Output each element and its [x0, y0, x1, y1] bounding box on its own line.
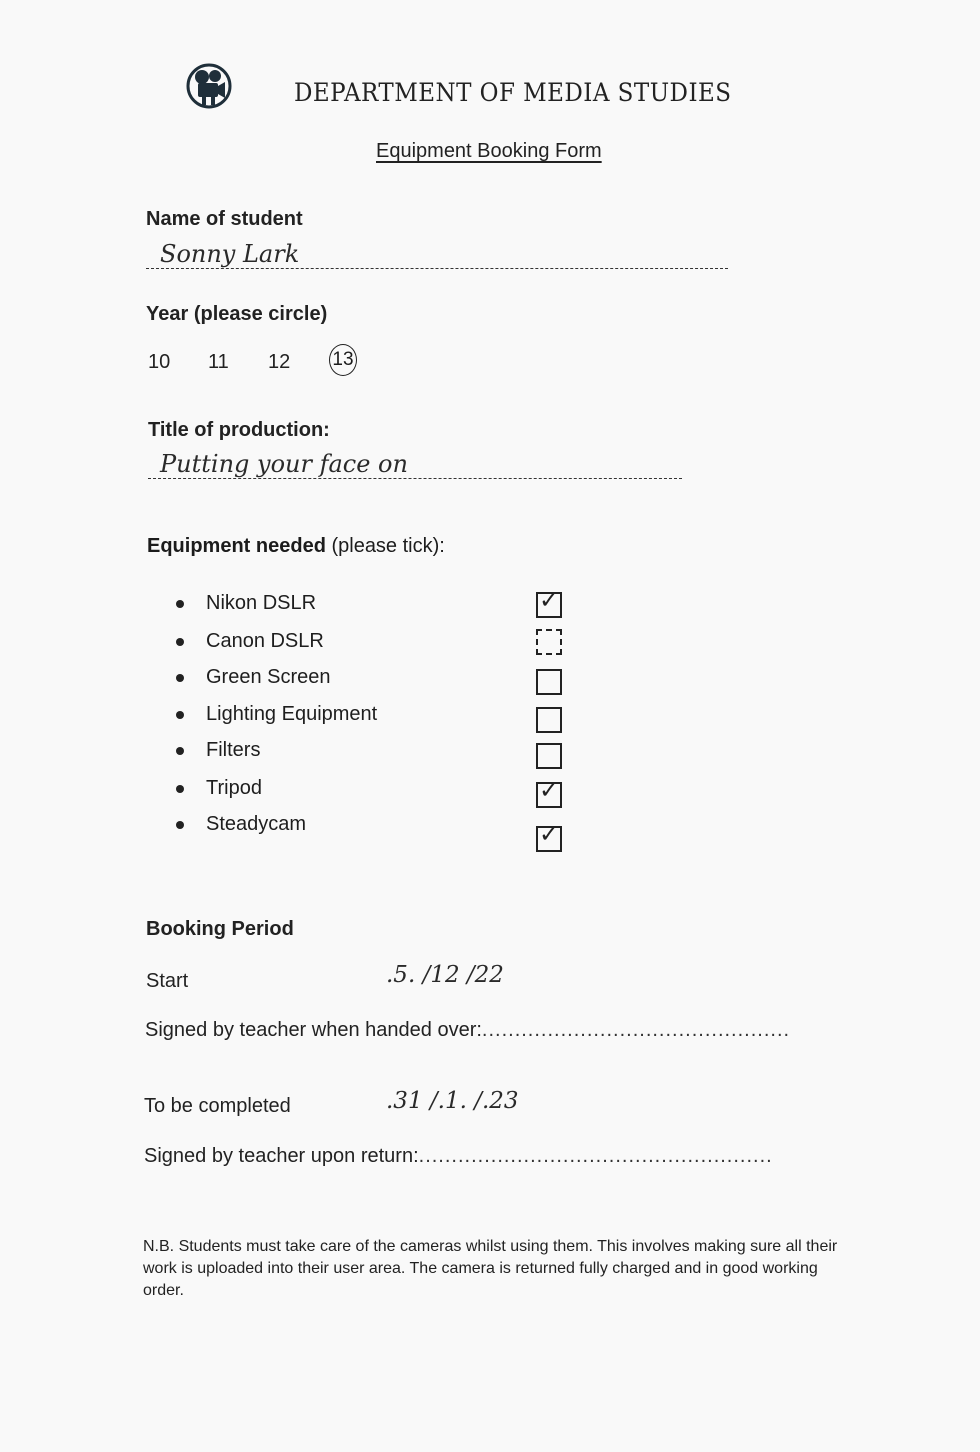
- checkmark-icon: ✓: [539, 777, 560, 804]
- student-name-value[interactable]: Sonny Lark: [160, 240, 300, 268]
- equipment-item-lighting: [176, 703, 377, 726]
- equipment-heading-bold: Equipment needed: [147, 535, 326, 557]
- equipment-item-label: Green Screen: [206, 666, 331, 688]
- production-title-line: [148, 478, 682, 479]
- student-name-label: Name of student: [146, 208, 303, 230]
- production-title-label: Title of production:: [148, 419, 330, 441]
- start-date-value[interactable]: .5. /12 /22: [386, 962, 504, 988]
- year-option-12[interactable]: 12: [268, 351, 291, 373]
- bullet-icon: [176, 747, 184, 755]
- nb-note: N.B. Students must take care of the cameras whilst using them. This involves making sure all their work is uploaded into their user area. The camera is returned fully charged and in good working order.: [143, 1238, 838, 1299]
- equipment-item-canon-dslr: [176, 630, 324, 653]
- year-label: Year (please circle): [146, 303, 328, 325]
- checkmark-icon: ✓: [539, 821, 560, 848]
- checkbox-steadycam[interactable]: [536, 821, 562, 852]
- bullet-icon: [176, 638, 184, 646]
- equipment-item-filters: [176, 739, 260, 762]
- checkbox-canon-dslr[interactable]: [536, 629, 562, 655]
- equipment-item-tripod: [176, 777, 262, 800]
- bullet-icon: [176, 821, 184, 829]
- bullet-icon: [176, 785, 184, 793]
- equipment-heading: [147, 535, 445, 558]
- equipment-item-green-screen: [176, 666, 331, 689]
- completed-date-value[interactable]: .31 /.1. /.23: [386, 1088, 519, 1114]
- year-option-11[interactable]: 11: [208, 351, 229, 373]
- equipment-item-label: Nikon DSLR: [206, 592, 317, 614]
- equipment-item-label: Lighting Equipment: [206, 703, 378, 725]
- checkbox-lighting[interactable]: [536, 707, 562, 733]
- booking-period-heading: Booking Period: [146, 918, 294, 940]
- checkmark-icon: ✓: [539, 587, 560, 614]
- department-title: DEPARTMENT OF MEDIA STUDIES: [294, 78, 732, 107]
- start-label: Start: [146, 970, 189, 992]
- checkbox-filters[interactable]: [536, 743, 562, 769]
- checkbox-green-screen[interactable]: [536, 669, 562, 695]
- bullet-icon: [176, 711, 184, 719]
- equipment-heading-rest: (please tick):: [325, 535, 445, 557]
- bullet-icon: [176, 674, 184, 682]
- equipment-item-steadycam: [176, 813, 306, 836]
- equipment-item-label: Filters: [206, 739, 261, 761]
- production-title-value[interactable]: Putting your face on: [160, 450, 408, 478]
- equipment-item-label: Canon DSLR: [206, 630, 324, 652]
- equipment-item-label: Tripod: [206, 777, 262, 799]
- signed-return-field[interactable]: ......................................................: [418, 1145, 773, 1167]
- form-title: Equipment Booking Form: [376, 140, 602, 162]
- student-name-line: [146, 268, 728, 269]
- bullet-icon: [176, 600, 184, 608]
- checkbox-tripod[interactable]: [536, 777, 562, 808]
- equipment-item-nikon-dslr: [176, 592, 316, 615]
- year-option-13-circled[interactable]: 13: [329, 344, 357, 376]
- signed-handed-over-label: Signed by teacher when handed over:: [145, 1019, 482, 1041]
- checkbox-nikon-dslr[interactable]: [536, 587, 562, 618]
- film-camera-logo-icon: [185, 62, 233, 110]
- signed-handed-over: [145, 1019, 790, 1042]
- year-option-10[interactable]: 10: [148, 351, 171, 373]
- equipment-item-label: Steadycam: [206, 813, 307, 835]
- completed-label: To be completed: [144, 1095, 291, 1117]
- signed-return-label: Signed by teacher upon return:: [144, 1145, 419, 1167]
- signed-return: [144, 1145, 773, 1168]
- signed-handed-over-field[interactable]: ...............................................: [481, 1019, 791, 1041]
